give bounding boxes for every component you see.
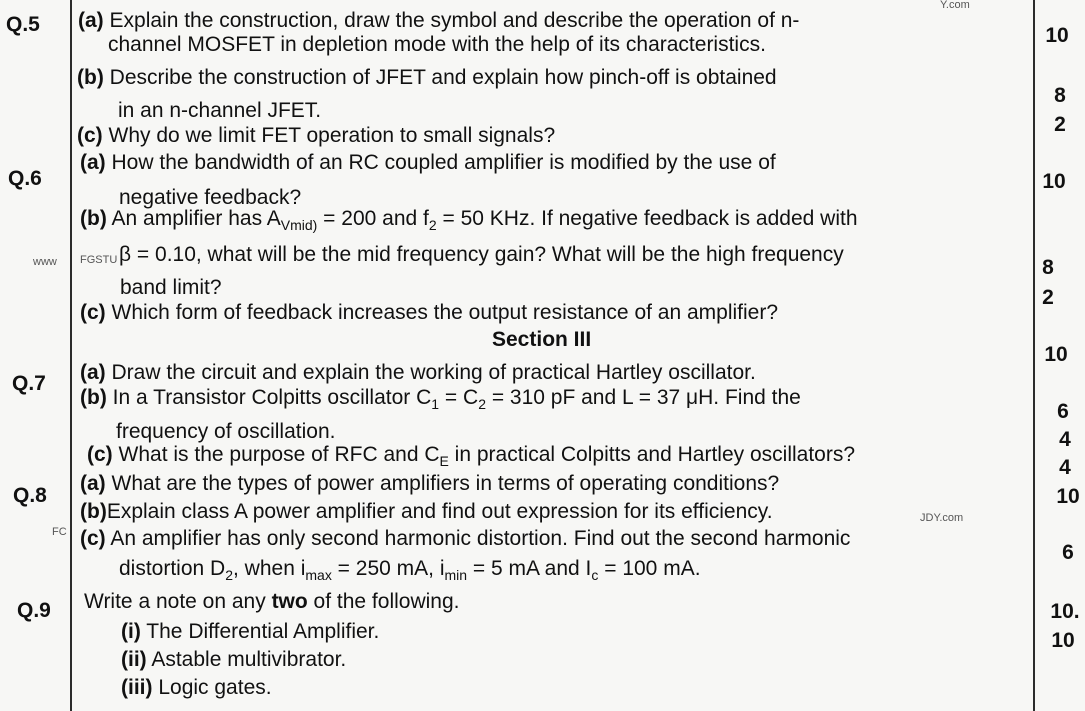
q6-marks-c: 2 (1042, 286, 1054, 309)
q6-b-line3: band limit? (120, 276, 222, 299)
q5-b-line1 (77, 66, 777, 90)
q5-c-text1: Why do we limit FET operation to small signals? (108, 124, 556, 147)
left-column-rule (70, 0, 72, 711)
q8-c-sub1: 2 (225, 567, 234, 584)
q6-b-label: (b) (80, 207, 107, 230)
q8-c-text1: An amplifier has only second harmonic distortion. Find out the second harmonic (110, 527, 851, 550)
q8-a-line1 (80, 472, 779, 496)
q6-a-text1: How the bandwidth of an RC coupled amplifier is modified by the use of (111, 151, 776, 174)
q5-c-line1 (77, 124, 555, 148)
q9-option-i (121, 620, 379, 644)
q7-b-mid: = C (439, 386, 479, 409)
q9-marks-1: 10. (1050, 600, 1080, 623)
q9-marks-2: 10 (1051, 629, 1075, 652)
q7-c-post: in practical Colpitts and Hartley oscillators? (448, 443, 856, 466)
q7-b-line1 (80, 386, 801, 416)
q8-c-label: (c) (80, 527, 106, 550)
q7-b-line2: frequency of oscillation. (116, 420, 336, 443)
q5-a-text1: Explain the construction, draw the symbol and describe the operation of n- (109, 9, 800, 32)
q8-b-text1: Explain class A power amplifier and find out expression for its efficiency. (106, 500, 773, 523)
q7-c-label: (c) (87, 443, 113, 466)
watermark-left-fc: FC (52, 526, 67, 538)
q9-ii-text: Astable multivibrator. (151, 648, 347, 671)
q7-c-pre: What is the purpose of RFC and C (118, 443, 440, 466)
q8-a-label: (a) (80, 472, 106, 495)
q6-a-label: (a) (80, 151, 106, 174)
question-number-7: Q.7 (12, 372, 46, 395)
q6-b-line1 (80, 207, 858, 237)
q7-marks-c: 4 (1059, 428, 1071, 451)
q6-b-sub1: Vmid) (280, 217, 318, 234)
q8-c-t1: , when i (233, 557, 306, 580)
q8-b-label: (b) (80, 500, 107, 523)
q8-c-line1 (80, 527, 850, 551)
q7-a-line1 (80, 361, 756, 385)
q9-ii-label: (ii) (121, 648, 147, 671)
watermark-left-www: www (33, 256, 57, 268)
q8-c-sub3: min (444, 567, 468, 584)
q9-iii-label: (iii) (121, 676, 153, 699)
watermark-left-fgstu: FGSTU (80, 254, 118, 266)
q9-option-iii (121, 676, 272, 700)
q9-i-text: The Differential Amplifier. (146, 620, 380, 643)
q7-b-sub2: 2 (478, 396, 486, 413)
q6-b-post: = 50 KHz. If negative feedback is added with (436, 207, 858, 230)
q9-intro-post: of the following. (307, 590, 460, 613)
q5-a-line2: channel MOSFET in depletion mode with the help of its characteristics. (108, 33, 766, 56)
q8-b-line1 (80, 500, 773, 524)
watermark-top-right: Y.com (940, 0, 970, 11)
q8-marks-b: 10 (1056, 485, 1080, 508)
q7-b-post: = 310 pF and L = 37 μH. Find the (485, 386, 801, 409)
q7-marks-a: 10 (1044, 343, 1068, 366)
q6-c-text1: Which form of feedback increases the output resistance of an amplifier? (111, 301, 779, 324)
q6-b-line2: β = 0.10, what will be the mid frequency gain? What will be the high frequency (119, 243, 844, 266)
q6-a-line2: negative feedback? (119, 186, 302, 209)
q5-marks-c: 2 (1054, 113, 1066, 136)
q5-marks-b: 8 (1054, 84, 1066, 107)
q6-b-sub2: 2 (428, 217, 437, 234)
q7-a-text1: Draw the circuit and explain the working of practical Hartley oscillator. (111, 361, 756, 384)
q5-marks-a: 10 (1045, 24, 1069, 47)
q8-c-t4: = 100 mA. (598, 557, 701, 580)
section-heading: Section III (492, 328, 592, 351)
q7-b-label: (b) (80, 386, 107, 409)
q8-c-sub2: max (305, 567, 332, 584)
q9-intro-bold: two (271, 590, 308, 613)
q6-b-mid: = 200 and f (317, 207, 429, 230)
q7-b-sub1: 1 (431, 396, 440, 413)
q7-c-line1 (87, 443, 855, 473)
q8-c-line2 (119, 557, 701, 587)
q7-c-sub: E (439, 453, 449, 470)
q9-i-label: (i) (121, 620, 141, 643)
question-number-8: Q.8 (13, 484, 47, 507)
q8-c-pre: distortion D (119, 557, 226, 580)
q7-marks-b: 6 (1057, 400, 1069, 423)
question-number-6: Q.6 (8, 167, 42, 190)
q9-option-ii (121, 648, 346, 672)
q6-c-label: (c) (80, 301, 106, 324)
q9-intro (84, 590, 459, 614)
q8-marks-a: 4 (1059, 456, 1071, 479)
q7-a-label: (a) (80, 361, 106, 384)
q8-a-text1: What are the types of power amplifiers in terms of operating conditions? (111, 472, 780, 495)
q6-b-pre: An amplifier has A (111, 207, 281, 230)
q9-intro-pre: Write a note on any (84, 590, 272, 613)
watermark-mid-right: JDY.com (920, 512, 964, 524)
q5-a-label: (a) (78, 9, 104, 32)
q5-b-text1: Describe the construction of JFET and explain how pinch-off is obtained (109, 66, 777, 89)
question-number-9: Q.9 (17, 599, 51, 622)
q5-b-line2: in an n-channel JFET. (118, 99, 322, 122)
q5-b-label: (b) (77, 66, 104, 89)
q6-marks-a: 10 (1042, 170, 1066, 193)
q7-b-pre: In a Transistor Colpitts oscillator C (112, 386, 432, 409)
q6-c-line1 (80, 301, 778, 325)
question-number-5: Q.5 (6, 13, 40, 36)
q5-c-label: (c) (77, 124, 103, 147)
q9-iii-text: Logic gates. (158, 676, 272, 699)
q6-marks-b: 8 (1042, 256, 1054, 279)
q8-marks-c: 6 (1062, 541, 1074, 564)
q5-a-line1 (78, 9, 799, 33)
q8-c-t2: = 250 mA, i (331, 557, 445, 580)
q8-c-sub4: c (591, 567, 599, 584)
q8-c-t3: = 5 mA and I (467, 557, 592, 580)
q6-a-line1 (80, 151, 776, 175)
